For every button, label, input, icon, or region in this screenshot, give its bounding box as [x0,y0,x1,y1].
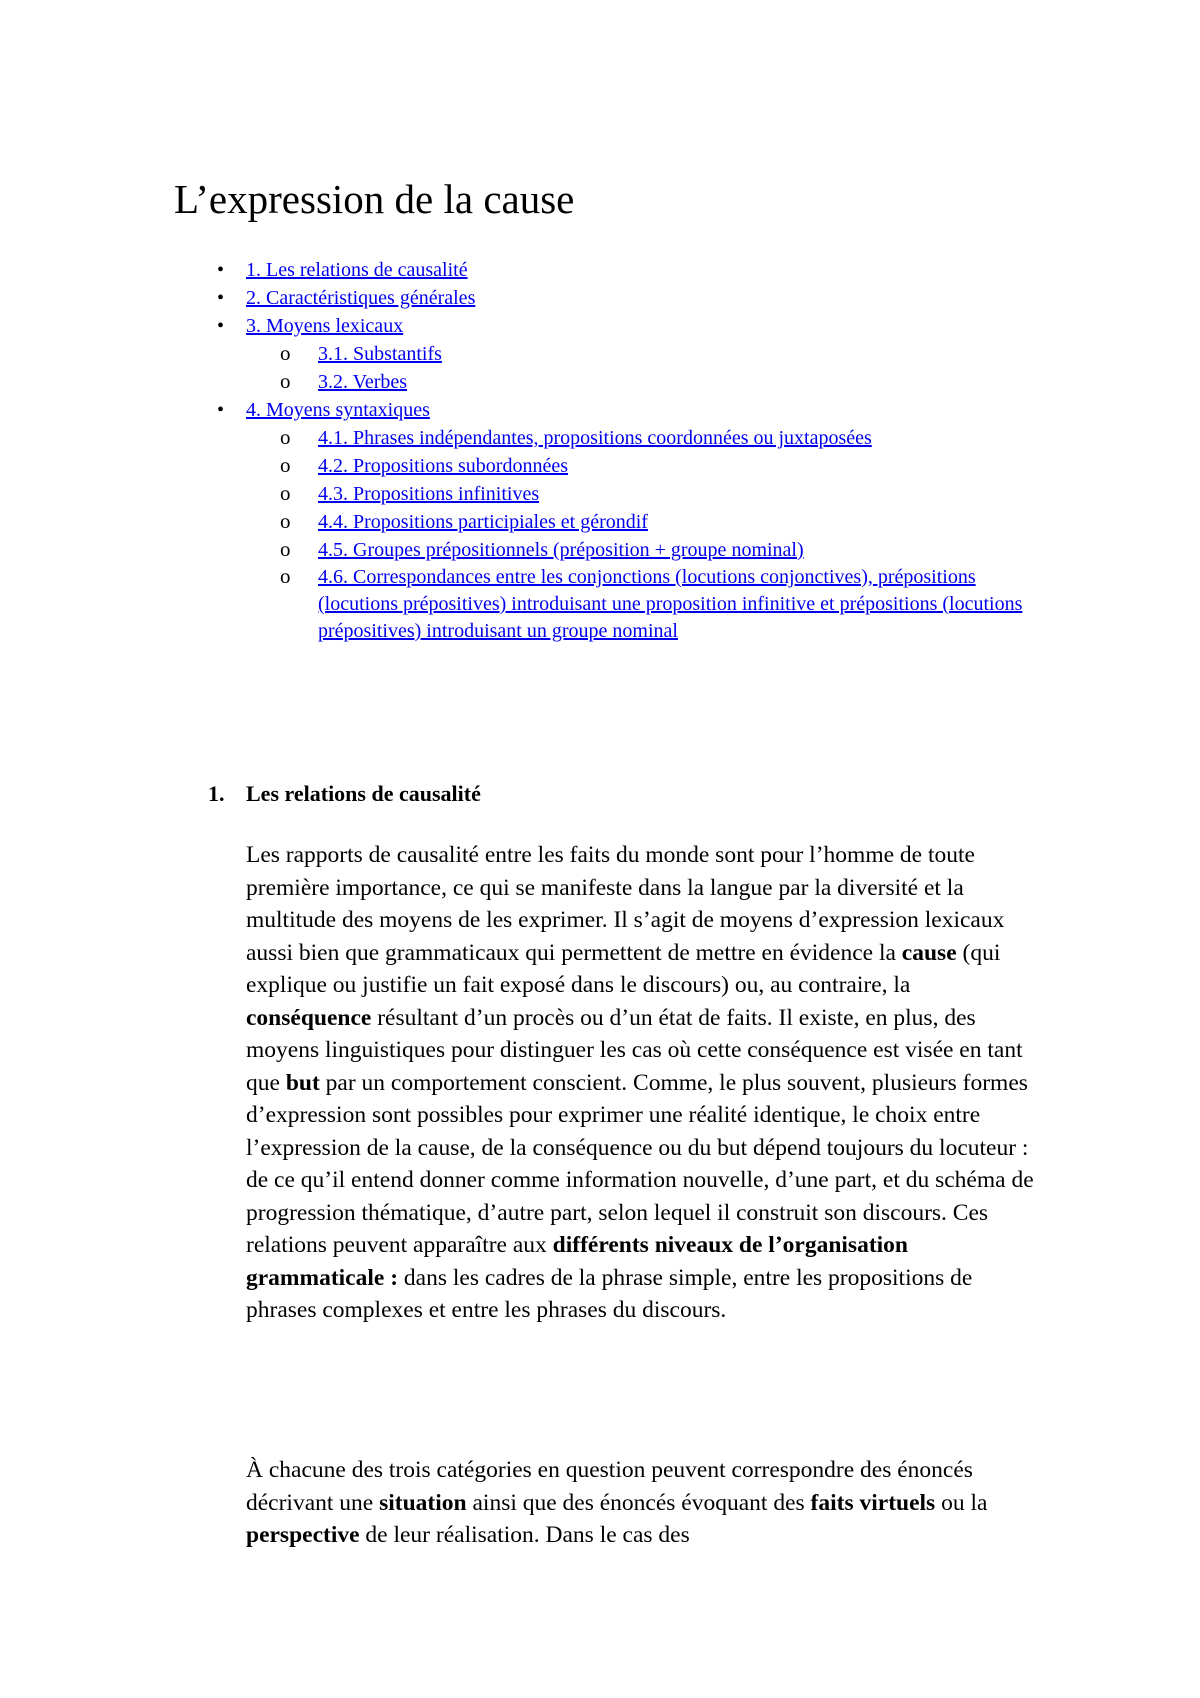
section-title: Les relations de causalité [246,781,481,806]
toc-subitem [246,452,1054,480]
page-title: L’expression de la cause [174,176,575,222]
toc-link-propositions-participiales[interactable]: 4.4. Propositions participiales et gérondif [318,511,648,533]
toc-item [174,312,1054,396]
toc-subitem [246,564,1054,645]
text-run: À chacune des trois catégories en question peuvent correspondre des énoncés décrivant une [246,1457,973,1516]
bold-term: cause [901,939,957,966]
toc-subitem [246,424,1054,452]
toc-subitem [246,368,1054,396]
bold-term: conséquence [246,1004,372,1031]
toc-subitem [246,480,1054,508]
text-run: ainsi que des énoncés évoquant des [466,1489,811,1516]
paragraph-1 [246,839,1036,1327]
bold-term: différents niveaux de l’organisation grammaticale : [246,1232,909,1291]
section-heading [174,781,481,807]
text-run: de leur réalisation. Dans le cas des [359,1522,690,1548]
paragraph-2 [246,1454,1036,1552]
toc-link-propositions-subordonnees[interactable]: 4.2. Propositions subordonnées [318,455,568,477]
toc-sublist [246,340,1054,396]
text-run: résultant d’un procès ou d’un état de faits. Il existe, en plus, des moyens linguistiques pour distinguer les cas où cette conséquence est visée en tant que [246,1004,1023,1096]
bold-term: situation [379,1489,467,1516]
bold-term: perspective [246,1522,360,1548]
toc-link-verbes[interactable]: 3.2. Verbes [318,371,408,393]
text-run: par un comportement conscient. Comme, le plus souvent, plusieurs formes d’expression sont possibles pour exprimer une réalité identique, le choix entre l’expression de la cause, de la conséquence ou du but dépend toujours du locuteur : de ce qu’il entend donner comme information nouvelle, d’une part, et du schéma de progression thématique, d’autre part, selon lequel il construit son discours. Ces relations peuvent apparaître aux [246,1069,1034,1258]
toc-link-groupes-prepositionnels[interactable]: 4.5. Groupes prépositionnels (préposition + groupe nominal) [318,539,804,561]
section-number: 1. [208,781,225,806]
toc-subitem [246,508,1054,536]
toc-item [174,256,1054,284]
toc-link-moyens-syntaxiques[interactable]: 4. Moyens syntaxiques [246,399,430,421]
text-run: dans les cadres de la phrase simple, entre les propositions de phrases complexes et entre les phrases du discours. [246,1264,973,1323]
toc-link-substantifs[interactable]: 3.1. Substantifs [318,343,442,365]
bold-term: faits virtuels [810,1489,936,1516]
text-run: ou la [935,1489,988,1516]
toc-subitem [246,536,1054,564]
text-run: (qui explique ou justifie un fait exposé dans le discours) ou, au contraire, la [246,939,1001,998]
toc-link-caracteristiques[interactable]: 2. Caractéristiques générales [246,287,476,309]
toc-link-phrases-independantes[interactable]: 4.1. Phrases indépendantes, propositions coordonnées ou juxtaposées [318,427,872,449]
toc-link-relations-causalite[interactable]: 1. Les relations de causalité [246,259,468,281]
toc-link-correspondances[interactable]: 4.6. Correspondances entre les conjonctions (locutions conjonctives), prépositions (locutions prépositives) introduisant une proposition infinitive et prépositions (locutions prépositives) introduisant un groupe nominal [318,566,1023,642]
toc-sublist [246,424,1054,645]
toc-item [174,396,1054,645]
toc-subitem [246,340,1054,368]
toc-link-propositions-infinitives[interactable]: 4.3. Propositions infinitives [318,483,540,505]
toc-link-moyens-lexicaux[interactable]: 3. Moyens lexicaux [246,315,404,337]
toc-item [174,284,1054,312]
bold-term: but [285,1069,320,1096]
table-of-contents [174,256,1054,645]
text-run: Les rapports de causalité entre les faits du monde sont pour l’homme de toute première importance, ce qui se manifeste dans la langue par la diversité et la multitude des moyens de les exprimer. Il s’agit de moyens d’expression lexicaux aussi bien que grammaticaux qui permettent de mettre en évidence la [246,842,1005,966]
